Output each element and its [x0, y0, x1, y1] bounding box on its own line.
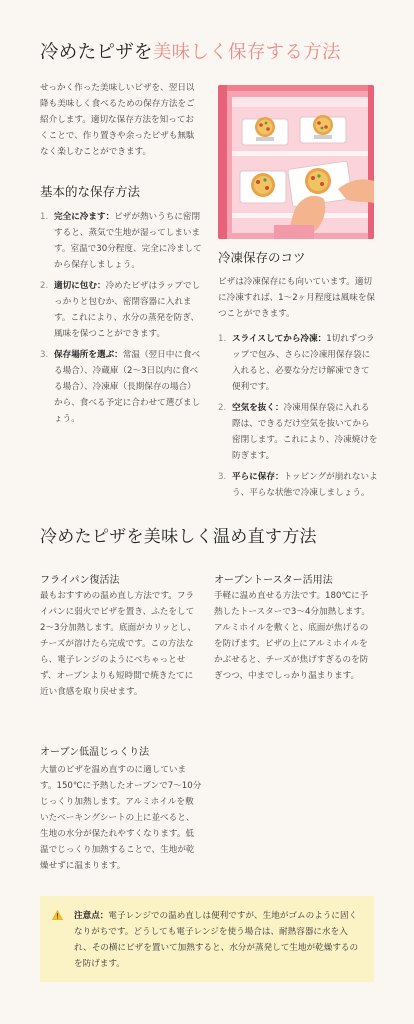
step-text: トッピングが崩れないよう、平らな状態で冷凍しましょう。: [232, 472, 378, 498]
step-text: 1切れずつラップで包み、さらに冷凍用保存袋に入れると、必要な分だけ解凍できて便利です。: [232, 334, 375, 392]
step-text: 冷めたピザはラップでしっかりと包むか、密閉容器に入れます。これにより、水分の蒸発を防ぎ、風味を保つことができます。: [54, 281, 201, 339]
step-title: 平らに保存：: [232, 472, 284, 482]
pan-method-body: 最もおすすめの温め直し方法です。フライパンに弱火でピザを置き、ふたをして2〜3分加熱します。底面がカリッとし、チーズが溶けたら完成です。この方法なら、電子レンジのようにべちゃっとせず、オーブンよりも短時間で焼きたてに近い食感を取り戻せます。: [40, 591, 196, 697]
toaster-method-heading: オーブントースター活用法: [214, 575, 333, 586]
step-text: 常温（翌日中に食べる場合）、冷蔵庫（2〜3日以内に食べる場合）、冷凍庫（長期保存の場合）から、食べる予定に合わせて選びましょう。: [54, 350, 201, 424]
step-title: スライスしてから冷凍：: [232, 334, 327, 344]
list-item: [40, 209, 202, 273]
list-item: [40, 278, 202, 342]
reheat-heading: 冷めたピザを美味しく温め直す方法: [40, 527, 317, 547]
warning-icon: [52, 910, 63, 920]
step-number: 1.: [218, 334, 227, 344]
freeze-intro: ピザは冷凍保存にも向いています。適切に冷凍すれば、1〜2ヶ月程度は風味を保つことができます。: [218, 277, 376, 319]
step-text: 冷凍用保存袋に入れる際は、できるだけ空気を抜いてから密閉します。これにより、冷凍焼けを防ぎます。: [232, 403, 378, 461]
toaster-method-body: 手軽に温め直せる方法です。180℃に予熱したトースターで3〜4分加熱します。アルミホイルを敷くと、底面が焦げるのを防げます。ピザの上にアルミホイルをかぶせると、チーズが焦げすぎるのを防ぎつつ、中までしっかり温まります。: [214, 591, 370, 681]
title-accent: 美味しく保存する方法: [152, 42, 341, 63]
step-title: 適切に包む：: [54, 281, 106, 291]
freeze-tips-heading: 冷凍保存のコツ: [218, 250, 306, 265]
list-item: [40, 347, 202, 427]
basic-storage-steps: [40, 209, 202, 432]
step-title: 空気を抜く：: [232, 403, 284, 413]
caution-note: [40, 896, 374, 982]
basic-storage-heading: 基本的な保存方法: [40, 184, 141, 199]
title-part1: 冷めたピザを: [40, 42, 153, 63]
freeze-steps: [218, 331, 378, 506]
page-title: [40, 38, 341, 64]
step-title: 保存場所を選ぶ：: [54, 350, 123, 360]
step-number: 2.: [218, 403, 227, 413]
step-number: 3.: [218, 472, 227, 482]
list-item: [218, 400, 378, 464]
low-oven-method-body: 大量のピザを温め直すのに適しています。150℃に予熱したオーブンで7〜10分じっくり加熱します。アルミホイルを敷いたベーキングシートの上に並べると、生地の水分が保たれやすくなります。低温でじっくり加熱することで、生地が乾燥せずに温まります。: [40, 765, 202, 871]
pan-method-heading: フライパン復活法: [40, 575, 120, 586]
step-number: 1.: [40, 212, 49, 222]
low-oven-method-heading: オーブン低温じっくり法: [40, 747, 150, 758]
step-text: ピザが熱いうちに密閉すると、蒸気で生地が湿ってしまいます。室温で30分程度、完全に冷ましてから保存しましょう。: [54, 212, 202, 270]
caution-label: 注意点：: [74, 911, 109, 921]
fridge-pizza-image: [218, 85, 374, 239]
list-item: [218, 469, 378, 501]
intro-paragraph: せっかく作った美味しいピザを、翌日以降も美味しく食べるための保存方法をご紹介します。適切な保存方法を知っておくことで、作り置きや余ったピザも無駄なく楽しむことができます。: [40, 83, 195, 157]
caution-text: 電子レンジでの温め直しは便利ですが、生地がゴムのように固くなりがちです。どうしても電子レンジを使う場合は、耐熱容器に水を入れ、その横にピザを置いて加熱すると、水分が蒸発して生地が乾燥するのを防げます。: [74, 911, 359, 969]
list-item: [218, 331, 378, 395]
step-title: 完全に冷ます：: [54, 212, 115, 222]
step-number: 3.: [40, 350, 49, 360]
step-number: 2.: [40, 281, 49, 291]
